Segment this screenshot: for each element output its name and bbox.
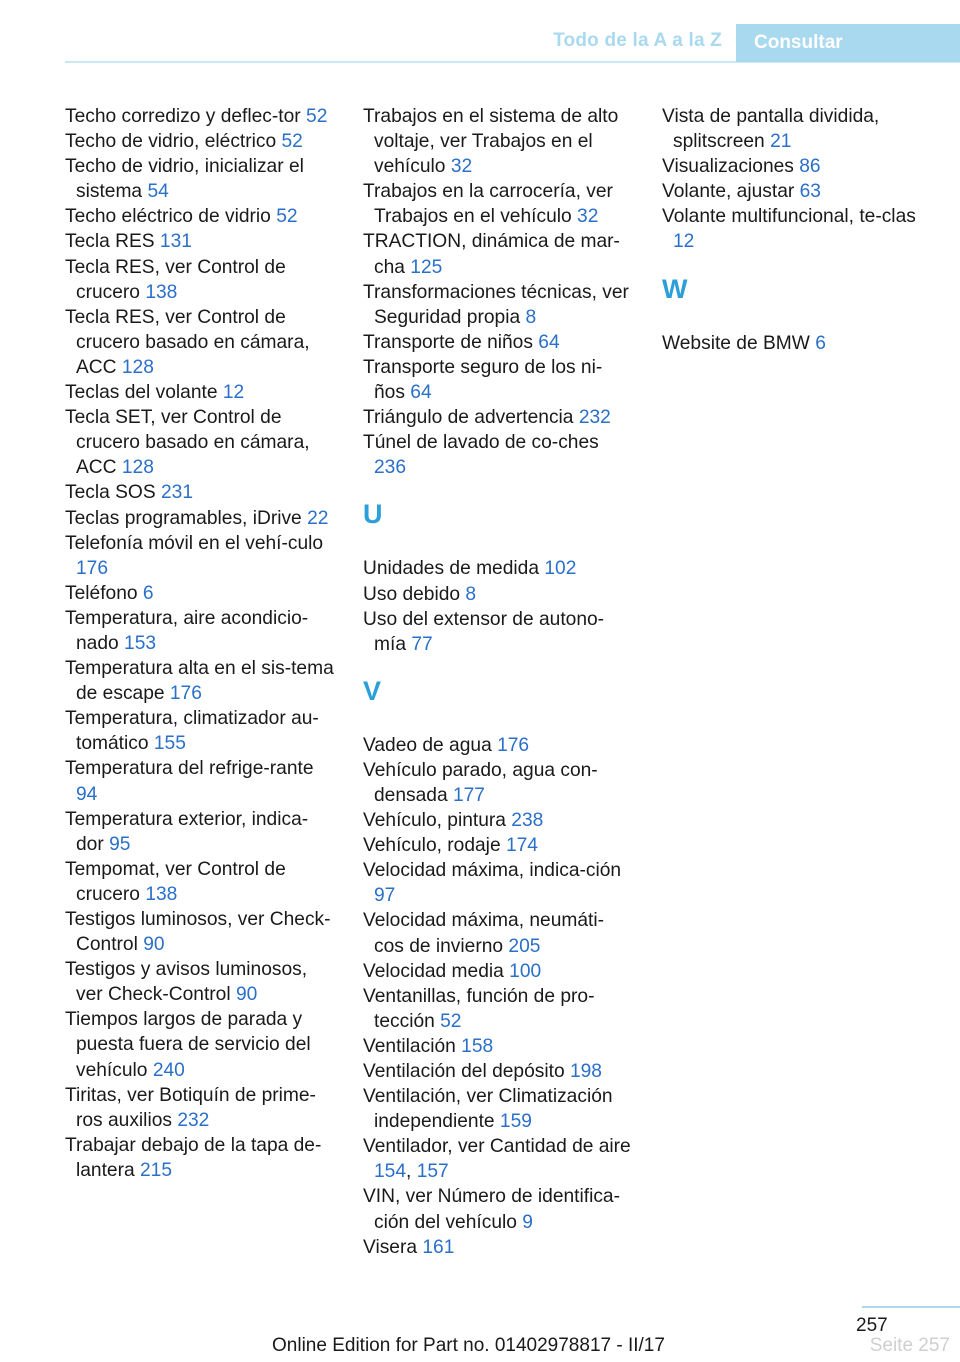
page-link[interactable]: 157 <box>416 1161 449 1183</box>
page-link[interactable]: 128 <box>121 457 154 479</box>
page-link[interactable]: 22 <box>307 507 329 529</box>
index-entry-text: Temperatura, aire acondicio‐nado <box>65 607 309 654</box>
index-entry <box>363 1059 633 1084</box>
index-entry <box>65 756 335 806</box>
index-entry-text: Website de BMW <box>662 332 810 354</box>
index-entry <box>662 331 932 356</box>
page-link[interactable]: 128 <box>121 356 154 378</box>
index-entry <box>363 984 633 1034</box>
index-entry-text: Unidades de medida <box>363 558 540 580</box>
page-link[interactable]: 77 <box>411 633 433 655</box>
page-link[interactable]: 6 <box>142 582 154 604</box>
index-entry-text: Techo de vidrio, eléctrico <box>65 131 277 153</box>
index-entry <box>65 305 335 380</box>
index-entry <box>363 858 633 908</box>
page-link[interactable]: 8 <box>525 306 537 328</box>
page-link[interactable]: 205 <box>508 935 541 957</box>
index-entry <box>363 833 633 858</box>
index-entry <box>65 380 335 405</box>
page-link[interactable]: 32 <box>450 156 473 178</box>
index-entry <box>65 581 335 606</box>
index-column-1 <box>65 104 335 1183</box>
index-entry <box>662 204 932 254</box>
index-entry <box>65 405 335 480</box>
page-link[interactable]: 138 <box>145 883 178 905</box>
index-letter-heading: W <box>662 273 688 304</box>
page-link[interactable]: 6 <box>815 332 826 354</box>
index-entry <box>363 330 633 355</box>
index-entry <box>363 582 633 607</box>
page-link[interactable]: 54 <box>147 181 169 203</box>
page-link[interactable]: 102 <box>544 558 577 580</box>
index-entry-text: Temperatura, climatizador au‐tomático <box>65 708 319 755</box>
index-entry-text: Ventilación, ver Climatización independiente <box>363 1086 613 1133</box>
index-entry-text: Velocidad máxima, neumáti‐cos de invierno <box>363 910 605 957</box>
page-link[interactable]: 86 <box>799 156 821 178</box>
page-link[interactable]: 125 <box>410 256 443 278</box>
index-entry-text: Vadeo de agua <box>363 734 492 756</box>
page-link[interactable]: 52 <box>281 131 303 153</box>
index-entry-text: Velocidad media <box>363 960 504 982</box>
page-link[interactable]: 159 <box>499 1111 532 1133</box>
index-entry <box>65 706 335 756</box>
page-link[interactable]: 138 <box>145 281 178 303</box>
index-entry-text: Tiritas, ver Botiquín de prime‐ros auxilios <box>65 1084 316 1131</box>
index-entry-text: Temperatura exterior, indica‐dor <box>65 808 309 855</box>
index-entry-text: TRACTION, dinámica de mar‐cha <box>363 231 620 278</box>
footer-rule <box>862 1306 960 1308</box>
index-entry <box>65 104 335 129</box>
page-link[interactable]: 131 <box>159 231 192 253</box>
index-entry-text: Trabajos en el sistema de alto voltaje, ver Trabajos en el vehículo <box>363 106 619 178</box>
index-entry <box>363 733 633 758</box>
index-entry-text: Teclas programables, iDrive <box>65 507 302 529</box>
index-entry-text: Visera <box>363 1236 418 1258</box>
index-entry <box>65 480 335 505</box>
index-entry <box>65 129 335 154</box>
page-link[interactable]: 155 <box>153 733 186 755</box>
page-link[interactable]: 153 <box>124 632 157 654</box>
index-entry <box>363 1084 633 1134</box>
index-entry <box>363 607 633 657</box>
page-link[interactable]: 64 <box>538 331 560 353</box>
index-entry-text: Techo corredizo y deflec‐tor <box>65 106 301 127</box>
index-entry <box>65 506 335 531</box>
index-entry-text: Triángulo de advertencia <box>363 407 574 429</box>
page-link[interactable]: 161 <box>422 1236 455 1258</box>
index-entry <box>363 758 633 808</box>
index-entry-text: Vehículo, pintura <box>363 810 506 832</box>
index-entry <box>662 104 932 154</box>
page-link[interactable]: 52 <box>306 106 328 127</box>
page-link[interactable]: 52 <box>440 1010 462 1032</box>
index-entry <box>65 1007 335 1082</box>
page-link[interactable]: 238 <box>511 810 544 832</box>
index-entry-text: Teléfono <box>65 582 138 604</box>
index-entry-text: Túnel de lavado de co‐ches <box>363 432 599 454</box>
page-link[interactable]: 97 <box>374 885 396 907</box>
page-link[interactable]: 158 <box>461 1035 494 1057</box>
page-link[interactable]: 232 <box>578 407 611 429</box>
index-entry-text: Tecla RES, ver Control de crucero <box>65 256 286 303</box>
index-entry <box>363 430 633 480</box>
index-entry-text: Volante multifuncional, te‐clas <box>662 206 916 228</box>
page-link[interactable]: 177 <box>452 784 485 806</box>
page-link[interactable]: 90 <box>235 984 258 1006</box>
index-entry <box>662 179 932 204</box>
page-link[interactable]: 94 <box>76 783 98 805</box>
index-column-3 <box>662 104 932 356</box>
page-link[interactable]: 90 <box>143 934 165 956</box>
index-entry <box>363 959 633 984</box>
index-entry-text: Trabajos en la carrocería, ver Trabajos en el vehículo <box>363 181 613 228</box>
index-entry-text: Volante, ajustar <box>662 181 795 203</box>
index-entry-text: Ventilador, ver Cantidad de aire <box>363 1136 631 1158</box>
page-link[interactable]: 176 <box>169 683 202 705</box>
header-chapter-tab[interactable]: Consultar <box>736 24 960 62</box>
index-entry-text: Uso del extensor de autono‐mía <box>363 608 605 655</box>
page-link[interactable]: 95 <box>109 833 131 855</box>
page-link[interactable]: 232 <box>177 1109 210 1131</box>
index-entry-text: Tecla RES <box>65 231 155 253</box>
index-entry <box>65 606 335 656</box>
index-entry-text: Vehículo, rodaje <box>363 835 501 857</box>
page-link[interactable]: 236 <box>374 457 407 479</box>
index-entry <box>363 280 633 330</box>
index-entry <box>363 355 633 405</box>
index-entry <box>65 531 335 581</box>
page-link[interactable]: 198 <box>569 1061 602 1082</box>
index-entry-text: Vista de pantalla dividida, splitscreen <box>662 106 880 153</box>
index-entry-text: Uso debido <box>363 583 461 605</box>
index-entry-text: Ventilación <box>363 1035 456 1057</box>
index-entry <box>363 179 633 229</box>
index-entry-text: Transformaciones técnicas, ver Seguridad propia <box>363 281 629 328</box>
index-entry <box>65 154 335 204</box>
page-link[interactable]: 215 <box>140 1159 173 1181</box>
index-entry-text: Trabajar debajo de la tapa de‐lantera <box>65 1134 322 1181</box>
edition-footer: Online Edition for Part no. 01402978817 - II/17 <box>272 1335 665 1356</box>
index-entry <box>65 229 335 254</box>
index-entry-text: Tecla SET, ver Control de crucero basado en cámara, ACC <box>65 407 310 479</box>
page-link[interactable]: 176 <box>497 734 530 756</box>
page-link[interactable]: 154 <box>374 1161 407 1183</box>
page-link[interactable]: 12 <box>222 382 245 404</box>
index-entry-text: Ventanillas, función de pro‐tección <box>363 985 595 1032</box>
index-entry <box>65 957 335 1007</box>
page-link[interactable]: 174 <box>505 835 538 857</box>
index-letter-heading: V <box>363 675 382 706</box>
index-entry <box>65 255 335 305</box>
index-entry <box>65 656 335 706</box>
page-link[interactable]: 9 <box>522 1211 533 1233</box>
index-entry <box>363 908 633 958</box>
index-entry-text: Ventilación del depósito <box>363 1061 565 1082</box>
page-number: 257 <box>856 1315 888 1336</box>
page-link[interactable]: 63 <box>799 181 821 203</box>
index-entry-text: Tecla RES, ver Control de crucero basado en cámara, ACC <box>65 306 310 378</box>
index-entry-text: Techo eléctrico de vidrio <box>65 206 271 228</box>
index-column-2 <box>363 104 633 1260</box>
index-entry-text: Techo de vidrio, inicializar el sistema <box>65 156 304 203</box>
index-entry <box>363 1034 633 1059</box>
index-entry <box>65 204 335 229</box>
index-entry-text: Visualizaciones <box>662 156 794 178</box>
index-entry <box>363 405 633 430</box>
watermark: Seite 257 <box>869 1335 950 1356</box>
header-section-title: Todo de la A a la Z <box>553 30 722 51</box>
page-link[interactable]: 64 <box>410 382 432 404</box>
index-entry <box>363 556 633 581</box>
index-letter-heading: U <box>363 499 383 530</box>
index-entry <box>363 808 633 833</box>
index-entry-text: Tiempos largos de parada y puesta fuera de servicio del vehículo <box>65 1009 311 1081</box>
index-entry-text: Vehículo parado, agua con‐densada <box>363 759 598 806</box>
index-entry-text: Transporte seguro de los ni‐ños <box>363 356 603 404</box>
index-entry <box>65 1133 335 1183</box>
page-link[interactable]: 240 <box>152 1059 185 1081</box>
page-link[interactable]: 21 <box>770 131 792 153</box>
page-link[interactable]: 52 <box>276 206 298 228</box>
index-entry-text: Tempomat, ver Control de crucero <box>65 858 286 905</box>
index-entry-text: Transporte de niños <box>363 331 533 353</box>
index-entry-text: Testigos y avisos luminosos, ver Check-Control <box>65 959 308 1006</box>
page-link[interactable]: 8 <box>465 583 477 605</box>
index-entry-text: Temperatura del refrige‐rante <box>65 758 314 780</box>
index-entry-text: Testigos luminosos, ver Check-Control <box>65 909 331 956</box>
index-entry-text: Teclas del volante <box>65 382 218 404</box>
index-entry: Ventilador, ver Cantidad de aire 154, 157 <box>363 1136 631 1183</box>
page-link[interactable]: 32 <box>577 206 599 228</box>
index-entry <box>65 807 335 857</box>
index-entry <box>363 1184 633 1234</box>
page-link[interactable]: 100 <box>509 960 542 982</box>
index-entry <box>363 104 633 179</box>
index-entry-text: Tecla SOS <box>65 482 156 504</box>
index-entry-text: VIN, ver Número de identifica‐ción del vehículo <box>363 1186 620 1233</box>
page-link[interactable]: 176 <box>76 557 109 579</box>
index-entry-text: Velocidad máxima, indica‐ción <box>363 860 622 882</box>
index-entry <box>65 907 335 957</box>
page-link[interactable]: 231 <box>161 482 194 504</box>
index-entry <box>363 229 633 279</box>
index-entry-text: Temperatura alta en el sis‐tema de escape <box>65 658 334 705</box>
index-entry <box>65 857 335 907</box>
index-entry <box>65 1083 335 1133</box>
index-entry <box>662 154 932 179</box>
page-link[interactable]: 12 <box>673 231 695 253</box>
index-entry <box>363 1235 633 1260</box>
index-entry-text: Telefonía móvil en el vehí‐culo <box>65 532 324 554</box>
